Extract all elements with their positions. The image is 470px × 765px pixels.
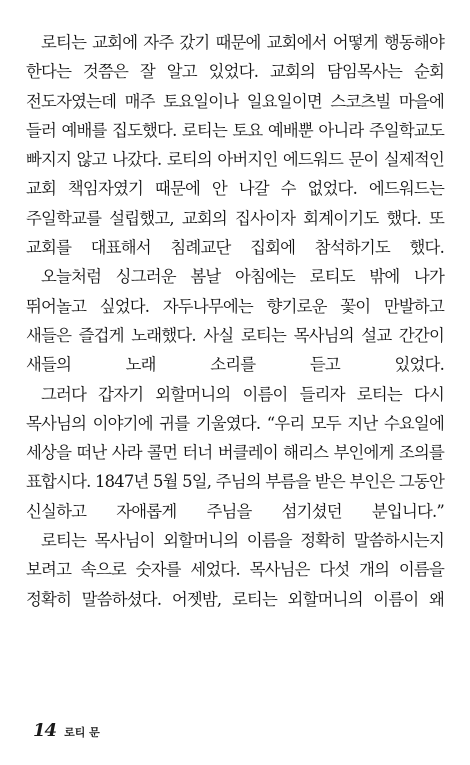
paragraph-1: 로티는 교회에 자주 갔기 때문에 교회에서 어떻게 행동해야 한다는 것쯤은 잘 알고 있었다. 교회의 담임목사는 순회 전도자였는데 매주 토요일이나 일요일이면 스코츠빌 마을에 들러 예배를 집도했다. 로티는 토요 예배뿐 아니라 주일학교도 빠지지 않고 나갔다. 로티의 아버지인 에드워드 문이 실제적인 교회 책임자였기 때문에 안 나갈 수 없었다. 에드워드는 주일학교를 설립했고, 교회의 집사이자 회계이기도 했다. 또 교회를 대표해서 침례교단 집회에 참석하기도 했다. — [26, 33, 444, 258]
paragraph-2: 오늘처럼 싱그러운 봄날 아침에는 로티도 밖에 나가 뛰어놀고 싶었다. 자두나무에는 향기로운 꽃이 만발하고 새들은 즐겁게 노래했다. 사실 로티는 목사님의 설교 간간이 새들의 노래 소리를 듣고 있었다. — [26, 267, 444, 375]
page-footer — [33, 720, 100, 740]
paragraph-4: 로티는 목사님이 외할머니의 이름을 정확히 말씀하시는지 보려고 속으로 숫자를 세었다. 목사님은 다섯 개의 이름을 정확히 말씀하셨다. 어젯밤, 로티는 외할머니의 이름이 왜 — [26, 531, 444, 609]
running-head: 로티 문 — [64, 726, 100, 739]
paragraph-3: 그러다 갑자기 외할머니의 이름이 들리자 로티는 다시 목사님의 이야기에 귀를 기울였다. “우리 모두 지난 수요일에 세상을 떠난 사라 콜먼 터너 버클레이 해리스 부인에게 조의를 표합시다. 1847년 5월 5일, 주님의 부름을 받은 부인은 그동안 신실하고 자애롭게 주님을 섬기셨던 분입니다.” — [26, 384, 444, 521]
page-number: 14 — [33, 720, 57, 741]
body-text — [26, 28, 444, 614]
